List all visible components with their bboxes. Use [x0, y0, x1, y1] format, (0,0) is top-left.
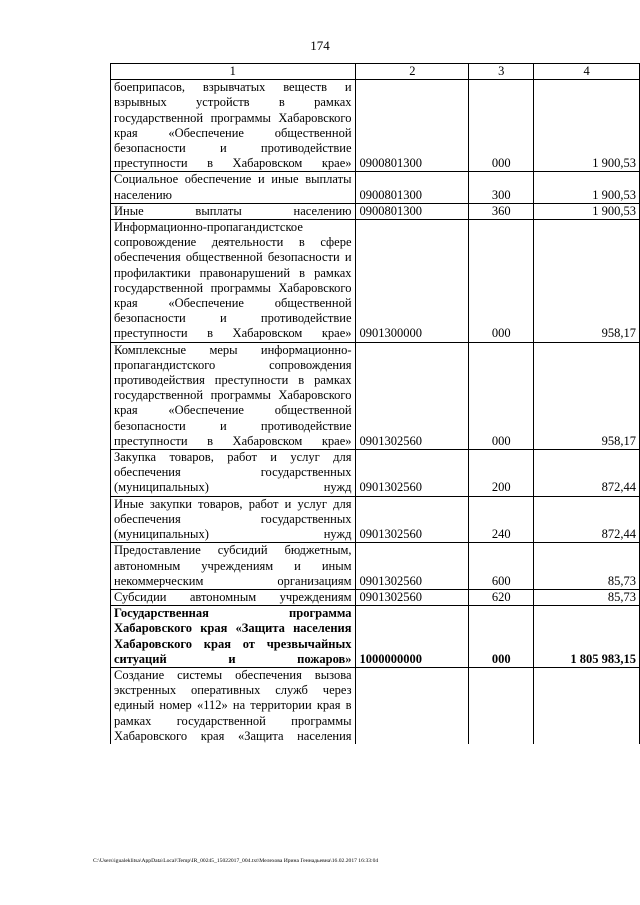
row-name-cell: Государственная программа Хабаровского края «Защита населения Хабаровского края от чрезвычайных ситуаций и пожаров»	[111, 606, 356, 668]
row-amount-cell: 1 900,53	[534, 80, 640, 172]
row-code-cell: 0901302560	[355, 450, 469, 497]
row-amount-cell: 872,44	[534, 450, 640, 497]
row-name-cell: боеприпасов, взрывчатых веществ и взрывных устройств в рамках государственной программы Хабаровского края «Обеспечение общественной безопасности и противодействие преступности в Хабаровском крае»	[111, 80, 356, 172]
row-type-cell: 240	[469, 496, 534, 543]
row-amount-cell: 1 900,53	[534, 172, 640, 203]
row-amount-cell: 85,73	[534, 543, 640, 590]
row-type-cell: 000	[469, 80, 534, 172]
table-row	[111, 667, 640, 744]
row-code-cell: 0901302560	[355, 496, 469, 543]
row-name-cell: Социальное обеспечение и иные выплаты населению	[111, 172, 356, 203]
budget-table-body	[111, 64, 640, 744]
row-type-cell: 000	[469, 342, 534, 449]
table-row	[111, 496, 640, 543]
row-name-cell: Создание системы обеспечения вызова экстренных оперативных служб через единый номер «112» на территории края в рамках государственной программы Хабаровского края «Защита населения	[111, 667, 356, 744]
row-code-cell: 0901302560	[355, 543, 469, 590]
row-name-cell: Информационно-пропагандистское сопровождение деятельности в сфере обеспечения общественной безопасности и профилактики правонарушений в рамках государственной программы Хабаровского края «Обеспечение общественной безопасности и противодействие преступности в Хабаровском крае»	[111, 220, 356, 343]
header-col-2: 2	[355, 64, 469, 80]
row-type-cell: 300	[469, 172, 534, 203]
table-row	[111, 172, 640, 203]
row-amount-cell: 1 900,53	[534, 203, 640, 219]
row-amount-cell: 1 805 983,15	[534, 606, 640, 668]
row-type-cell: 000	[469, 606, 534, 668]
table-header-row	[111, 64, 640, 80]
header-col-4: 4	[534, 64, 640, 80]
row-name-cell: Иные закупки товаров, работ и услуг для обеспечения государственных (муниципальных) нужд	[111, 496, 356, 543]
row-amount-cell: 958,17	[534, 342, 640, 449]
row-code-cell: 0900801300	[355, 203, 469, 219]
row-code-cell: 0901300000	[355, 220, 469, 343]
row-amount-cell: 872,44	[534, 496, 640, 543]
row-name-cell: Субсидии автономным учреждениям	[111, 589, 356, 605]
row-amount-cell	[534, 667, 640, 744]
row-amount-cell: 85,73	[534, 589, 640, 605]
row-type-cell: 200	[469, 450, 534, 497]
header-col-1: 1	[111, 64, 356, 80]
row-type-cell: 620	[469, 589, 534, 605]
table-row	[111, 220, 640, 343]
footer-file-path: C:\Users\igualeklitsa\AppData\Local\Temp\IR_00245_15022017_004.txt\Мелехова Ирина Геннадьевна\16.02.2017 16:33:04	[93, 858, 379, 864]
row-type-cell: 360	[469, 203, 534, 219]
table-row	[111, 203, 640, 219]
row-type-cell	[469, 667, 534, 744]
row-name-cell: Предоставление субсидий бюджетным, автономным учреждениям и иным некоммерческим организациям	[111, 543, 356, 590]
row-name-cell: Закупка товаров, работ и услуг для обеспечения государственных (муниципальных) нужд	[111, 450, 356, 497]
row-type-cell: 000	[469, 220, 534, 343]
row-code-cell	[355, 667, 469, 744]
row-type-cell: 600	[469, 543, 534, 590]
row-code-cell: 1000000000	[355, 606, 469, 668]
table-row	[111, 450, 640, 497]
budget-table	[110, 63, 640, 744]
row-name-cell: Комплексные меры информационно-пропагандистского сопровождения противодействия преступности в рамках государственной программы Хабаровского края «Обеспечение общественной безопасности и противодействие преступности в Хабаровском крае»	[111, 342, 356, 449]
row-code-cell: 0901302560	[355, 589, 469, 605]
table-row	[111, 80, 640, 172]
table-row	[111, 606, 640, 668]
header-col-3: 3	[469, 64, 534, 80]
row-code-cell: 0900801300	[355, 80, 469, 172]
row-name-cell: Иные выплаты населению	[111, 203, 356, 219]
table-row	[111, 543, 640, 590]
page-number: 174	[310, 38, 330, 53]
table-row	[111, 589, 640, 605]
row-amount-cell: 958,17	[534, 220, 640, 343]
row-code-cell: 0900801300	[355, 172, 469, 203]
row-code-cell: 0901302560	[355, 342, 469, 449]
table-row	[111, 342, 640, 449]
